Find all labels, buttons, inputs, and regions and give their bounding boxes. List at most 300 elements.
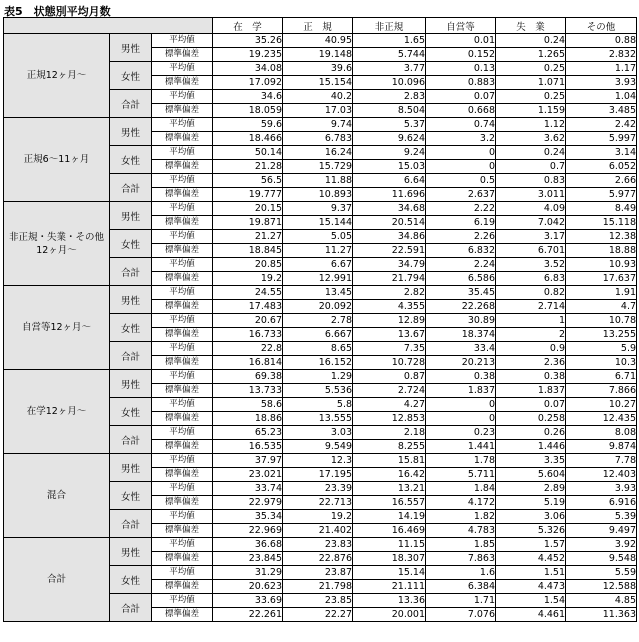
value-cell: 13.555 [283,412,353,426]
value-cell: 17.092 [213,76,283,90]
table-row [4,286,637,300]
value-cell: 16.42 [353,468,426,482]
value-cell: 69.38 [213,370,283,384]
value-cell: 3.92 [566,538,637,552]
value-cell: 20.514 [353,216,426,230]
value-cell: 13.36 [353,594,426,608]
value-cell: 2.18 [353,426,426,440]
stat-label: 平均値 [152,594,213,608]
column-header: 非正規 [353,18,426,34]
stat-label: 平均値 [152,342,213,356]
value-cell: 2.42 [566,118,637,132]
value-cell: 4.473 [496,580,566,594]
value-cell: 20.213 [426,356,496,370]
value-cell: 18.059 [213,104,283,118]
value-cell: 31.29 [213,566,283,580]
value-cell: 37.97 [213,454,283,468]
value-cell: 12.89 [353,314,426,328]
value-cell: 11.15 [353,538,426,552]
value-cell: 13.45 [283,286,353,300]
stat-label: 平均値 [152,62,213,76]
value-cell: 20.001 [353,608,426,622]
subgroup-label: 女性 [110,398,152,426]
value-cell: 5.977 [566,188,637,202]
value-cell: 2.724 [353,384,426,398]
value-cell: 22.268 [426,300,496,314]
value-cell: 9.548 [566,552,637,566]
value-cell: 1.837 [426,384,496,398]
stat-label: 平均値 [152,482,213,496]
stat-label: 標準偏差 [152,580,213,594]
value-cell: 4.452 [496,552,566,566]
value-cell: 0.7 [496,160,566,174]
stat-label: 標準偏差 [152,412,213,426]
value-cell: 13.733 [213,384,283,398]
header-blank-cell [4,18,213,34]
value-cell: 22.969 [213,524,283,538]
value-cell: 5.8 [283,398,353,412]
column-header-row [4,18,637,34]
value-cell: 12.3 [283,454,353,468]
value-cell: 2.82 [353,286,426,300]
value-cell: 2.26 [426,230,496,244]
group-label [4,538,110,622]
value-cell: 18.88 [566,244,637,258]
value-cell: 0.88 [566,34,637,48]
subgroup-label: 合計 [110,594,152,622]
stat-label: 標準偏差 [152,244,213,258]
value-cell: 33.69 [213,594,283,608]
subgroup-label: 合計 [110,342,152,370]
subgroup-label: 男性 [110,538,152,566]
value-cell: 19.871 [213,216,283,230]
value-cell: 18.86 [213,412,283,426]
value-cell: 10.096 [353,76,426,90]
group-label-line: 在学12ヶ月～ [26,406,87,417]
value-cell: 9.624 [353,132,426,146]
value-cell: 3.77 [353,62,426,76]
stat-label: 標準偏差 [152,188,213,202]
stat-label: 標準偏差 [152,132,213,146]
group-label [4,370,110,454]
stat-label: 平均値 [152,510,213,524]
value-cell: 8.255 [353,440,426,454]
group-label-line: 混合 [46,490,66,501]
value-cell: 21.794 [353,272,426,286]
group-label [4,286,110,370]
value-cell: 0.07 [496,398,566,412]
stat-label: 標準偏差 [152,440,213,454]
value-cell: 21.402 [283,524,353,538]
value-cell: 0.5 [426,174,496,188]
value-cell: 34.6 [213,90,283,104]
value-cell: 6.052 [566,160,637,174]
value-cell: 23.87 [283,566,353,580]
subgroup-label: 合計 [110,174,152,202]
value-cell: 2.714 [496,300,566,314]
value-cell: 22.261 [213,608,283,622]
stat-label: 標準偏差 [152,608,213,622]
stat-label: 標準偏差 [152,328,213,342]
value-cell: 17.483 [213,300,283,314]
value-cell: 20.15 [213,202,283,216]
value-cell: 5.05 [283,230,353,244]
value-cell: 22.27 [283,608,353,622]
value-cell: 0.24 [496,146,566,160]
value-cell: 50.14 [213,146,283,160]
value-cell: 20.623 [213,580,283,594]
value-cell: 6.64 [353,174,426,188]
value-cell: 8.49 [566,202,637,216]
value-cell: 1.6 [426,566,496,580]
value-cell: 35.26 [213,34,283,48]
value-cell: 21.798 [283,580,353,594]
stat-label: 標準偏差 [152,496,213,510]
stat-label: 平均値 [152,398,213,412]
value-cell: 6.71 [566,370,637,384]
value-cell: 6.832 [426,244,496,258]
value-cell: 34.68 [353,202,426,216]
value-cell: 21.111 [353,580,426,594]
value-cell: 7.78 [566,454,637,468]
value-cell: 4.7 [566,300,637,314]
group-label-line: 12ヶ月～ [36,244,77,256]
value-cell: 2.66 [566,174,637,188]
subgroup-label: 男性 [110,118,152,146]
value-cell: 19.777 [213,188,283,202]
value-cell: 5.997 [566,132,637,146]
value-cell: 11.88 [283,174,353,188]
value-cell: 1.91 [566,286,637,300]
group-label-line: 合計 [46,574,66,585]
value-cell: 2.22 [426,202,496,216]
value-cell: 1.17 [566,62,637,76]
value-cell: 0 [426,412,496,426]
stat-label: 標準偏差 [152,272,213,286]
value-cell: 23.83 [283,538,353,552]
stat-label: 標準偏差 [152,216,213,230]
group-label-line: 正規6～11ヶ月 [23,154,90,165]
subgroup-label: 女性 [110,314,152,342]
group-label-line: 正規12ヶ月～ [26,70,87,81]
subgroup-label: 男性 [110,202,152,230]
value-cell: 9.497 [566,524,637,538]
value-cell: 22.876 [283,552,353,566]
subgroup-label: 合計 [110,510,152,538]
value-cell: 15.118 [566,216,637,230]
value-cell: 6.67 [283,258,353,272]
value-cell: 1.29 [283,370,353,384]
value-cell: 16.814 [213,356,283,370]
value-cell: 9.24 [353,146,426,160]
value-cell: 16.469 [353,524,426,538]
value-cell: 18.307 [353,552,426,566]
value-cell: 1.85 [426,538,496,552]
value-cell: 24.55 [213,286,283,300]
column-header: 失 業 [496,18,566,34]
table-body [4,34,637,622]
stat-label: 平均値 [152,202,213,216]
value-cell: 30.89 [426,314,496,328]
value-cell: 11.27 [283,244,353,258]
value-cell: 2.78 [283,314,353,328]
table-row [4,454,637,468]
value-cell: 15.154 [283,76,353,90]
value-cell: 17.03 [283,104,353,118]
value-cell: 16.557 [353,496,426,510]
stat-label: 標準偏差 [152,384,213,398]
value-cell: 4.27 [353,398,426,412]
value-cell: 22.979 [213,496,283,510]
value-cell: 4.85 [566,594,637,608]
value-cell: 1.82 [426,510,496,524]
stat-label: 平均値 [152,314,213,328]
value-cell: 36.68 [213,538,283,552]
stat-label: 平均値 [152,370,213,384]
value-cell: 17.637 [566,272,637,286]
value-cell: 10.93 [566,258,637,272]
value-cell: 39.6 [283,62,353,76]
value-cell: 10.3 [566,356,637,370]
value-cell: 40.2 [283,90,353,104]
value-cell: 5.326 [496,524,566,538]
value-cell: 13.21 [353,482,426,496]
value-cell: 0 [426,398,496,412]
subgroup-label: 男性 [110,454,152,482]
value-cell: 5.711 [426,468,496,482]
group-label [4,34,110,118]
value-cell: 3.52 [496,258,566,272]
value-cell: 0.13 [426,62,496,76]
group-label [4,454,110,538]
value-cell: 2.36 [496,356,566,370]
value-cell: 4.09 [496,202,566,216]
value-cell: 19.148 [283,48,353,62]
value-cell: 1.159 [496,104,566,118]
value-cell: 0.668 [426,104,496,118]
value-cell: 1.57 [496,538,566,552]
value-cell: 0 [426,160,496,174]
value-cell: 10.27 [566,398,637,412]
stat-label: 平均値 [152,566,213,580]
subgroup-label: 合計 [110,90,152,118]
stat-label: 平均値 [152,538,213,552]
value-cell: 9.37 [283,202,353,216]
value-cell: 16.733 [213,328,283,342]
value-cell: 3.62 [496,132,566,146]
value-cell: 6.783 [283,132,353,146]
value-cell: 3.93 [566,482,637,496]
stat-label: 標準偏差 [152,468,213,482]
stat-label: 標準偏差 [152,76,213,90]
value-cell: 19.235 [213,48,283,62]
value-cell: 16.24 [283,146,353,160]
value-cell: 5.19 [496,496,566,510]
stat-label: 平均値 [152,286,213,300]
value-cell: 56.5 [213,174,283,188]
group-label [4,202,110,286]
stat-label: 平均値 [152,34,213,48]
value-cell: 14.19 [353,510,426,524]
value-cell: 1.441 [426,440,496,454]
stat-label: 標準偏差 [152,300,213,314]
value-cell: 10.78 [566,314,637,328]
value-cell: 2.637 [426,188,496,202]
value-cell: 0.23 [426,426,496,440]
value-cell: 5.536 [283,384,353,398]
stat-label: 平均値 [152,118,213,132]
value-cell: 1.54 [496,594,566,608]
value-cell: 17.195 [283,468,353,482]
value-cell: 7.042 [496,216,566,230]
value-cell: 2.832 [566,48,637,62]
value-cell: 3.485 [566,104,637,118]
value-cell: 7.863 [426,552,496,566]
value-cell: 33.74 [213,482,283,496]
subgroup-label: 男性 [110,34,152,62]
stat-label: 標準偏差 [152,160,213,174]
value-cell: 12.588 [566,580,637,594]
value-cell: 18.374 [426,328,496,342]
value-cell: 6.701 [496,244,566,258]
value-cell: 5.59 [566,566,637,580]
value-cell: 4.461 [496,608,566,622]
value-cell: 12.38 [566,230,637,244]
value-cell: 1.071 [496,76,566,90]
value-cell: 22.591 [353,244,426,258]
value-cell: 16.535 [213,440,283,454]
value-cell: 5.37 [353,118,426,132]
stat-label: 平均値 [152,174,213,188]
subgroup-label: 女性 [110,146,152,174]
value-cell: 15.03 [353,160,426,174]
value-cell: 2.24 [426,258,496,272]
value-cell: 12.403 [566,468,637,482]
table-row [4,538,637,552]
value-cell: 5.9 [566,342,637,356]
value-cell: 3.06 [496,510,566,524]
subgroup-label: 男性 [110,286,152,314]
value-cell: 11.696 [353,188,426,202]
value-cell: 0.38 [496,370,566,384]
value-cell: 1.51 [496,566,566,580]
column-header: 在 学 [213,18,283,34]
value-cell: 0.883 [426,76,496,90]
value-cell: 0.38 [426,370,496,384]
table-row [4,370,637,384]
value-cell: 3.35 [496,454,566,468]
value-cell: 0.87 [353,370,426,384]
value-cell: 3.14 [566,146,637,160]
value-cell: 9.874 [566,440,637,454]
table-row [4,118,637,132]
value-cell: 4.783 [426,524,496,538]
value-cell: 3.03 [283,426,353,440]
value-cell: 19.2 [283,510,353,524]
stat-label: 平均値 [152,230,213,244]
value-cell: 5.604 [496,468,566,482]
value-cell: 0.24 [496,34,566,48]
column-header: その他 [566,18,637,34]
value-cell: 6.19 [426,216,496,230]
value-cell: 0 [426,146,496,160]
subgroup-label: 女性 [110,230,152,258]
value-cell: 1 [496,314,566,328]
status-average-months-table [3,17,637,622]
value-cell: 34.79 [353,258,426,272]
value-cell: 58.6 [213,398,283,412]
value-cell: 33.4 [426,342,496,356]
value-cell: 20.85 [213,258,283,272]
value-cell: 3.93 [566,76,637,90]
value-cell: 6.586 [426,272,496,286]
table-row [4,202,637,216]
value-cell: 12.991 [283,272,353,286]
value-cell: 0.82 [496,286,566,300]
value-cell: 10.728 [353,356,426,370]
value-cell: 19.2 [213,272,283,286]
value-cell: 8.504 [353,104,426,118]
value-cell: 0.9 [496,342,566,356]
value-cell: 8.65 [283,342,353,356]
value-cell: 23.39 [283,482,353,496]
value-cell: 2.89 [496,482,566,496]
stat-label: 標準偏差 [152,524,213,538]
table-row [4,34,637,48]
stat-label: 標準偏差 [152,104,213,118]
value-cell: 35.34 [213,510,283,524]
value-cell: 40.95 [283,34,353,48]
stat-label: 標準偏差 [152,48,213,62]
value-cell: 5.744 [353,48,426,62]
column-header: 自営等 [426,18,496,34]
stat-label: 平均値 [152,258,213,272]
value-cell: 0.83 [496,174,566,188]
table-title: 表5 状態別平均月数 [4,5,111,18]
value-cell: 34.08 [213,62,283,76]
value-cell: 1.71 [426,594,496,608]
subgroup-label: 合計 [110,258,152,286]
value-cell: 0.25 [496,62,566,76]
value-cell: 11.363 [566,608,637,622]
value-cell: 13.67 [353,328,426,342]
value-cell: 0.01 [426,34,496,48]
stat-label: 平均値 [152,426,213,440]
value-cell: 6.83 [496,272,566,286]
value-cell: 0.25 [496,90,566,104]
value-cell: 6.384 [426,580,496,594]
value-cell: 1.04 [566,90,637,104]
subgroup-label: 女性 [110,482,152,510]
stat-label: 平均値 [152,454,213,468]
value-cell: 13.255 [566,328,637,342]
value-cell: 3.2 [426,132,496,146]
value-cell: 34.86 [353,230,426,244]
value-cell: 1.65 [353,34,426,48]
value-cell: 20.092 [283,300,353,314]
value-cell: 20.67 [213,314,283,328]
value-cell: 1.837 [496,384,566,398]
value-cell: 1.265 [496,48,566,62]
value-cell: 15.729 [283,160,353,174]
stat-label: 平均値 [152,146,213,160]
value-cell: 21.27 [213,230,283,244]
value-cell: 35.45 [426,286,496,300]
group-label [4,118,110,202]
value-cell: 0.07 [426,90,496,104]
value-cell: 6.667 [283,328,353,342]
value-cell: 4.355 [353,300,426,314]
